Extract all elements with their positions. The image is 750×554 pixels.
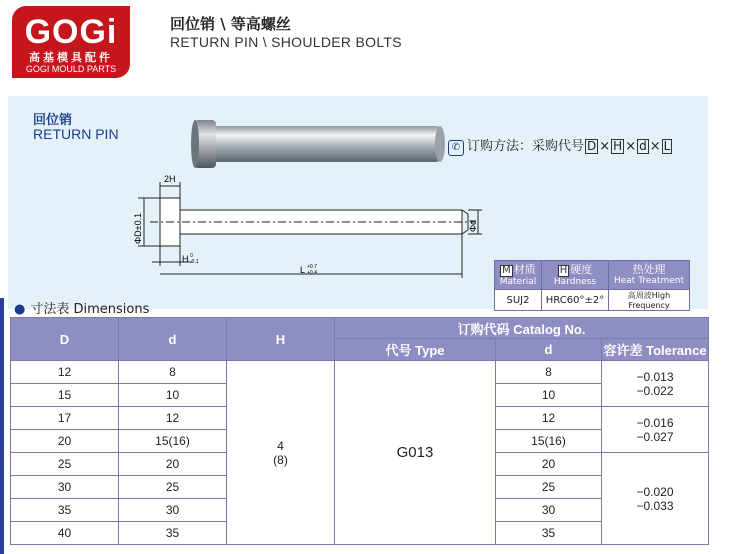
- bullet-icon: ●: [14, 302, 26, 317]
- hardness-en: Hardness: [553, 276, 597, 287]
- page-title-en: RETURN PIN \ SHOULDER BOLTS: [170, 34, 402, 50]
- dim-l-tol-top: +0.7: [307, 264, 317, 270]
- cell-D: 35: [11, 499, 119, 522]
- cell-d2: 12: [496, 407, 602, 430]
- dim-phi-d: Φd: [468, 219, 478, 232]
- dim-h-tol-top: 0: [190, 253, 193, 259]
- cell-D: 30: [11, 476, 119, 499]
- logo-mark: GOGi: [24, 13, 118, 51]
- tol-upper: −0.013: [636, 369, 674, 384]
- material-header: [495, 261, 542, 290]
- page-title-cn: 回位销 \ 等高螺丝: [170, 15, 291, 33]
- cell-d: 20: [119, 453, 227, 476]
- header-H: H: [227, 318, 335, 361]
- header-catalog: 订购代码 Catalog No.: [335, 318, 709, 339]
- cell-d: 30: [119, 499, 227, 522]
- heat-en: Heat Treatment: [613, 276, 684, 286]
- cell-H: [227, 361, 335, 545]
- order-sep: ×: [649, 139, 661, 154]
- hardness-header: [542, 261, 609, 290]
- heat-value: 高周波High Frequency: [609, 290, 690, 311]
- cell-d: 12: [119, 407, 227, 430]
- material-table: [494, 260, 690, 311]
- h-alt: (8): [273, 452, 288, 467]
- cell-D: 40: [11, 522, 119, 545]
- order-code-box: D: [587, 139, 597, 153]
- cell-d2: 15(16): [496, 430, 602, 453]
- phone-icon: ✆: [448, 140, 464, 156]
- hardness-value: HRC60°±2°: [542, 290, 609, 311]
- dimensions-title-text: 寸法表 Dimensions: [30, 302, 150, 317]
- hardness-cn: 硬度: [570, 262, 593, 276]
- order-prefix: 订购方法：采购代号: [467, 139, 585, 154]
- section-title-en: RETURN PIN: [33, 126, 119, 142]
- material-value: SUJ2: [495, 290, 542, 311]
- dim-h-tol-bot: -0.1: [190, 259, 199, 265]
- order-length-box: L: [663, 139, 671, 153]
- cell-d: 25: [119, 476, 227, 499]
- h-value: 4: [277, 438, 284, 453]
- material-en: Material: [499, 276, 537, 287]
- order-sep: ×: [599, 139, 611, 154]
- cell-d: 10: [119, 384, 227, 407]
- cell-tolerance: [602, 407, 709, 453]
- order-height-box: H: [613, 139, 623, 153]
- cell-D: 15: [11, 384, 119, 407]
- cell-d: 15(16): [119, 430, 227, 453]
- technical-drawing: [130, 170, 490, 280]
- dimensions-table: [10, 317, 709, 545]
- dim-h: H: [182, 254, 189, 264]
- cell-D: 17: [11, 407, 119, 430]
- heat-header: [609, 261, 690, 290]
- return-pin-image: [190, 118, 446, 170]
- brand-name-en: GOGI MOULD PARTS: [25, 64, 117, 74]
- dim-l: L: [300, 265, 306, 275]
- cell-d2: 35: [496, 522, 602, 545]
- tol-lower: −0.033: [636, 498, 674, 513]
- brand-logo: [12, 6, 130, 78]
- cell-d: 35: [119, 522, 227, 545]
- table-row: [11, 361, 709, 384]
- dim-l-tol-bot: +0.4: [307, 270, 317, 276]
- brand-name-cn: 高基模具配件: [29, 51, 113, 64]
- order-method: [448, 135, 673, 156]
- dim-2h: 2H: [164, 174, 176, 184]
- cell-D: 25: [11, 453, 119, 476]
- cell-d2: 25: [496, 476, 602, 499]
- cell-D: 12: [11, 361, 119, 384]
- header-type: 代号 Type: [335, 339, 496, 361]
- tol-upper: −0.016: [636, 415, 674, 430]
- hardness-key: H: [559, 264, 568, 276]
- heat-cn: 热处理: [632, 263, 666, 276]
- order-sep: ×: [625, 139, 637, 154]
- material-key: M: [502, 264, 511, 276]
- header-d2: d: [496, 339, 602, 361]
- header-d: d: [119, 318, 227, 361]
- header-D: D: [11, 318, 119, 361]
- cell-tolerance: [602, 453, 709, 545]
- cell-D: 20: [11, 430, 119, 453]
- cell-d2: 10: [496, 384, 602, 407]
- dimensions-title: [14, 298, 149, 317]
- cell-d2: 20: [496, 453, 602, 476]
- tol-upper: −0.020: [636, 484, 674, 499]
- cell-d: 8: [119, 361, 227, 384]
- order-dia-box: d: [639, 139, 647, 153]
- cell-tolerance: [602, 361, 709, 407]
- header-tolerance: 容许差 Tolerance: [602, 339, 709, 361]
- left-accent-bar: [0, 298, 4, 554]
- tol-lower: −0.027: [636, 429, 674, 444]
- cell-type: G013: [335, 361, 496, 545]
- material-cn: 材质: [513, 262, 536, 276]
- tol-lower: −0.022: [636, 383, 674, 398]
- cell-d2: 8: [496, 361, 602, 384]
- cell-d2: 30: [496, 499, 602, 522]
- section-title-cn: 回位销: [33, 113, 73, 128]
- dim-phi-d-big: ΦD±0.1: [133, 212, 143, 244]
